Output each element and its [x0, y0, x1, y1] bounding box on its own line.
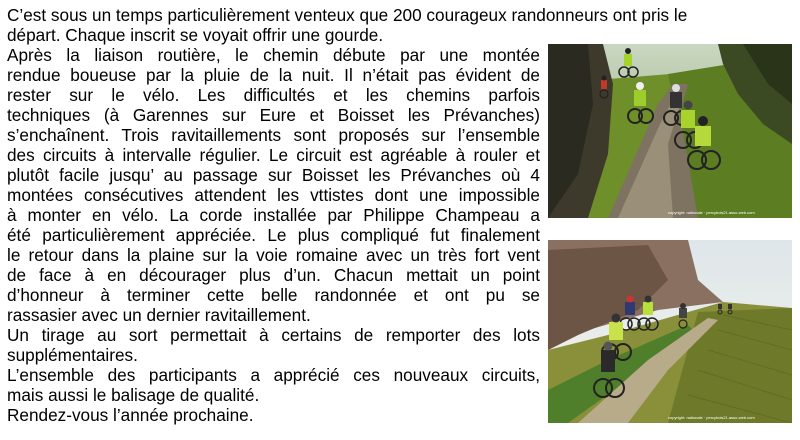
- article-line: s’enchaînent. Trois ravitaillements sont proposés sur l’ensemble: [7, 125, 540, 145]
- photo-caption: copyright: nationale · percybois21.asso-web.com: [668, 210, 755, 215]
- article-line: techniques (à Garennes sur Eure et Boisset les Prévanches): [7, 105, 540, 125]
- article-line: Un tirage au sort permettait à certains de remporter des lots: [7, 325, 540, 345]
- article-line: montées consécutives attendent les vttistes dont une impossible: [7, 185, 540, 205]
- article-line: départ. Chaque inscrit se voyait offrir une gourde.: [7, 25, 384, 45]
- article-line: Rendez-vous l’année prochaine.: [7, 405, 254, 425]
- article-line: rendue boueuse par la pluie de la nuit. Il n’était pas évident de: [7, 65, 540, 85]
- article-line: L’ensemble des participants a apprécié ces nouveaux circuits,: [7, 365, 540, 385]
- article-line: à monter en vélo. La corde installée par Philippe Champeau a: [7, 205, 540, 225]
- article-line: plutôt facile jusqu’ au passage sur Boisset les Prévanches où 4: [7, 165, 540, 185]
- photo-mtb-climb-image: [548, 44, 792, 218]
- article-line: des circuits à intervalle régulier. Le circuit est agréable à rouler et: [7, 145, 540, 165]
- photo-mtb-field-image: [548, 240, 792, 423]
- article-line: mais aussi le balisage de qualité.: [7, 385, 260, 405]
- article-line: de face à en décourager plus d’un. Chacun mettait un point: [7, 265, 540, 285]
- article-line: rassasier avec un dernier ravitaillement.: [7, 305, 311, 325]
- article-line: Après la liaison routière, le chemin débute par une montée: [7, 45, 540, 65]
- photo-mtb-field: [548, 240, 792, 423]
- article-line: supplémentaires.: [7, 345, 138, 365]
- article-line: d’honneur à terminer cette belle randonnée et ont pu se: [7, 285, 540, 305]
- article-line: le retour dans la plaine sur la voie romaine avec un très fort vent: [7, 245, 540, 265]
- article-line: été particulièrement appréciée. Le plus compliqué fut finalement: [7, 225, 540, 245]
- article-line: rester sur le vélo. Les difficultés et les chemins parfois: [7, 85, 540, 105]
- photo-caption: copyright: nationale · percybois21.asso-web.com: [668, 415, 755, 420]
- article-line: C’est sous un temps particulièrement venteux que 200 courageux randonneurs ont pris le: [7, 5, 688, 25]
- photo-mtb-climb: [548, 44, 792, 218]
